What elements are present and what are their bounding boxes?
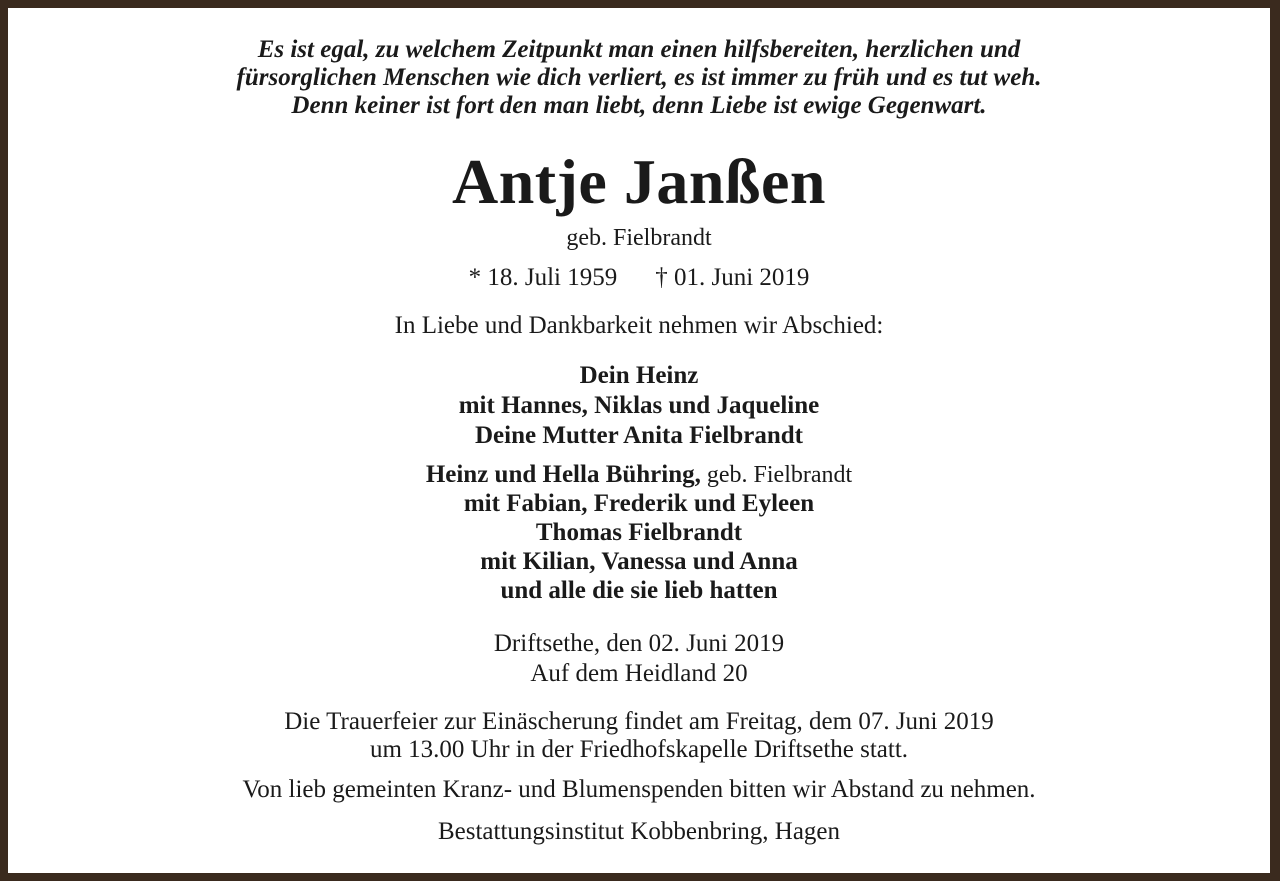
funeral-home: Bestattungsinstitut Kobbenbring, Hagen: [437, 818, 841, 845]
mourner-names: Heinz und Hella Bühring,: [425, 461, 701, 488]
quote-line-3: Denn keiner ist fort den man liebt, denn Liebe ist ewige Gegenwart.: [291, 92, 987, 119]
maiden-name: geb. Fielbrandt: [566, 225, 712, 251]
mourner-maiden: geb. Fielbrandt: [700, 462, 853, 488]
service-line-1: Die Trauerfeier zur Einäscherung findet am Freitag, dem 07. Juni 2019: [284, 708, 994, 735]
mourner-line: mit Fabian, Frederik und Eyleen: [463, 490, 815, 517]
address: Auf dem Heidland 20: [530, 660, 748, 687]
flowers-note: Von lieb gemeinten Kranz- und Blumenspenden bitten wir Abstand zu nehmen.: [242, 776, 1036, 803]
mourner-line: mit Kilian, Vanessa und Anna: [480, 548, 798, 575]
mourner-line: Dein Heinz: [579, 362, 699, 389]
place-date: Driftsethe, den 02. Juni 2019: [493, 630, 785, 657]
mourner-line: Deine Mutter Anita Fielbrandt: [475, 422, 803, 449]
farewell-line: In Liebe und Dankbarkeit nehmen wir Abschied:: [394, 312, 884, 339]
life-dates: [8, 264, 1270, 292]
death-date: † 01. Juni 2019: [655, 264, 810, 291]
birth-date: * 18. Juli 1959: [468, 264, 618, 291]
mourner-line: [8, 461, 1270, 489]
service-line-2: um 13.00 Uhr in der Friedhofskapelle Driftsethe statt.: [369, 736, 909, 763]
quote-line-2: fürsorglichen Menschen wie dich verliert, es ist immer zu früh und es tut weh.: [236, 64, 1042, 91]
deceased-name: Antje Janßen: [451, 146, 827, 217]
mourner-line: mit Hannes, Niklas und Jaqueline: [458, 392, 820, 419]
quote-line-1: Es ist egal, zu welchem Zeitpunkt man einen hilfsbereiten, herzlichen und: [257, 36, 1021, 63]
obituary-notice: [8, 8, 1270, 873]
mourner-line: Thomas Fielbrandt: [535, 519, 743, 546]
mourner-line: und alle die sie lieb hatten: [500, 577, 778, 604]
